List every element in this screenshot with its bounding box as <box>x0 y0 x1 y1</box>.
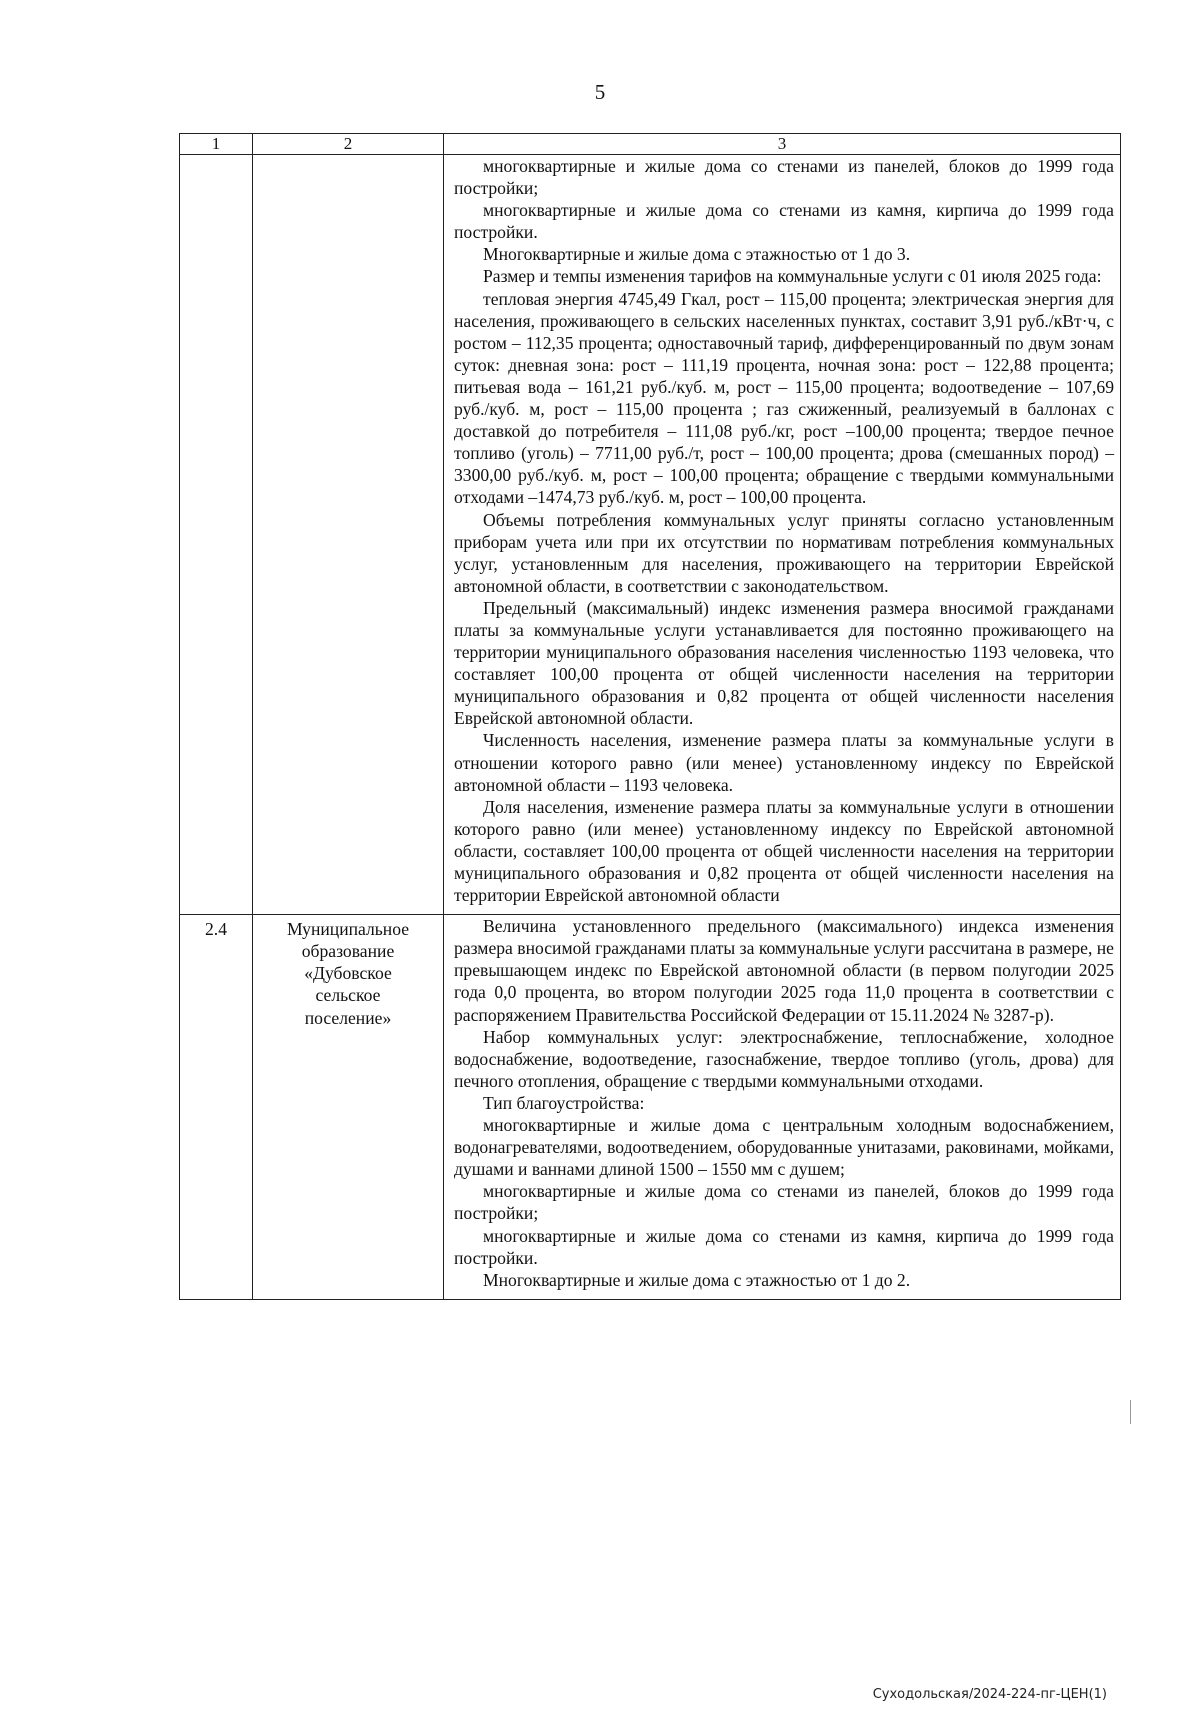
row-number-cell: 2.4 <box>180 915 253 1300</box>
content-paragraph: многоквартирные и жилые дома с центральным холодным водоснабжением, водонагревателями, водоотведением, оборудованные унитазами, раковинами, мойками, душами и ваннами длиной 1500 – 1550 мм с душем; <box>454 1115 1114 1180</box>
content-paragraph: Набор коммунальных услуг: электроснабжение, теплоснабжение, холодное водоснабжение, водоотведение, газоснабжение, твердое топливо (уголь, дрова) для печного отопления, обращение с твердыми коммунальными отходами. <box>454 1026 1114 1091</box>
table-header-row <box>180 134 1121 155</box>
header-col-1: 1 <box>180 134 253 155</box>
content-paragraph: Тип благоустройства: <box>483 1092 645 1113</box>
municipality-name-line: сельское <box>315 985 381 1006</box>
content-paragraph: многоквартирные и жилые дома со стенами из камня, кирпича до 1999 года постройки. <box>454 1225 1114 1268</box>
content-paragraph: многоквартирные и жилые дома со стенами из панелей, блоков до 1999 года постройки; <box>454 1181 1114 1224</box>
content-paragraph: Численность населения, изменение размера платы за коммунальные услуги в отношении которого равно (или менее) установленному индексу по Еврейской автономной области – 1193 человека. <box>454 730 1114 795</box>
content-paragraph: многоквартирные и жилые дома со стенами из панелей, блоков до 1999 года постройки; <box>454 156 1114 199</box>
document-code: Суходольская/2024-224-пг-ЦЕН(1) <box>872 1687 1107 1702</box>
municipality-name-cell <box>253 915 444 1300</box>
row-content-cell <box>444 155 1121 915</box>
row-content-cell <box>444 915 1121 1300</box>
content-paragraph: Предельный (максимальный) индекс изменения размера вносимой гражданами платы за коммунальные услуги устанавливается для постоянно проживающего на территории муниципального образования населения численностью 1193 человека, что составляет 100,00 процента от общей численности населения на территории муниципального образования и 0,82 процента от общей численности населения Еврейской автономной области. <box>454 597 1114 729</box>
municipality-name-line: «Дубовское <box>304 963 392 984</box>
municipality-name-line: Муниципальное <box>286 919 410 940</box>
header-col-3: 3 <box>444 134 1121 155</box>
content-paragraph: Многоквартирные и жилые дома с этажностью от 1 до 2. <box>483 1269 911 1290</box>
table-row-2-4 <box>180 915 1121 1300</box>
scan-artifact-mark <box>1130 1400 1131 1424</box>
content-paragraph: Объемы потребления коммунальных услуг приняты согласно установленным приборам учета или при их отсутствии по нормативам потребления коммунальных услуг, установленным для населения, проживающего на территории Еврейской автономной области, в соответствии с законодательством. <box>454 509 1114 596</box>
content-paragraph: Величина установленного предельного (максимального) индекса изменения размера вносимой гражданами платы за коммунальные услуги рассчитана в размере, не превышающем индекс по Еврейской автономной области (в первом полугодии 2025 года 0,0 процента, во втором полугодии 2025 года 11,0 процента в соответствии с распоряжением Правительства Российской Федерации от 15.11.2024 № 3287-р). <box>454 916 1114 1025</box>
header-col-2: 2 <box>253 134 444 155</box>
row-number-cell <box>180 155 253 915</box>
tariff-index-table <box>179 133 1121 1300</box>
table-row-continuation <box>180 155 1121 915</box>
municipality-name-line: поселение» <box>304 1007 392 1028</box>
content-paragraph: Доля населения, изменение размера платы за коммунальные услуги в отношении которого равно (или менее) установленному индексу по Еврейской автономной области, составляет 100,00 процента от общей численности населения на территории муниципального образования и 0,82 процента от общей численности населения на территории Еврейской автономной области <box>454 796 1114 906</box>
municipality-name-cell <box>253 155 444 915</box>
page-number: 5 <box>594 80 606 104</box>
content-paragraph: многоквартирные и жилые дома со стенами из камня, кирпича до 1999 года постройки. <box>454 200 1114 243</box>
content-paragraph: Размер и темпы изменения тарифов на коммунальные услуги с 01 июля 2025 года: <box>483 266 1102 287</box>
content-paragraph: Многоквартирные и жилые дома с этажностью от 1 до 3. <box>483 244 911 265</box>
municipality-name-line: образование <box>301 941 395 962</box>
content-paragraph: тепловая энергия 4745,49 Гкал, рост – 115,00 процента; электрическая энергия для населения, проживающего в сельских населенных пунктах, составит 3,91 руб./кВт·ч, с ростом – 112,35 процента; одноставочный тариф, дифференцированный по двум зонам суток: дневная зона: рост – 111,19 процента, ночная зона: рост – 122,88 процента; питьевая вода – 161,21 руб./куб. м, рост – 115,00 процента; водоотведение – 107,69 руб./куб. м, рост – 115,00 процента ; газ сжиженный, реализуемый в баллонах с доставкой до потребителя – 111,08 руб./кг, рост –100,00 процента; твердое печное топливо (уголь) – 7711,00 руб./т, рост – 100,00 процента; дрова (смешанных пород) – 3300,00 руб./куб. м, рост – 100,00 процента; обращение с твердыми коммунальными отходами –1474,73 руб./куб. м, рост – 100,00 процента. <box>454 288 1114 508</box>
